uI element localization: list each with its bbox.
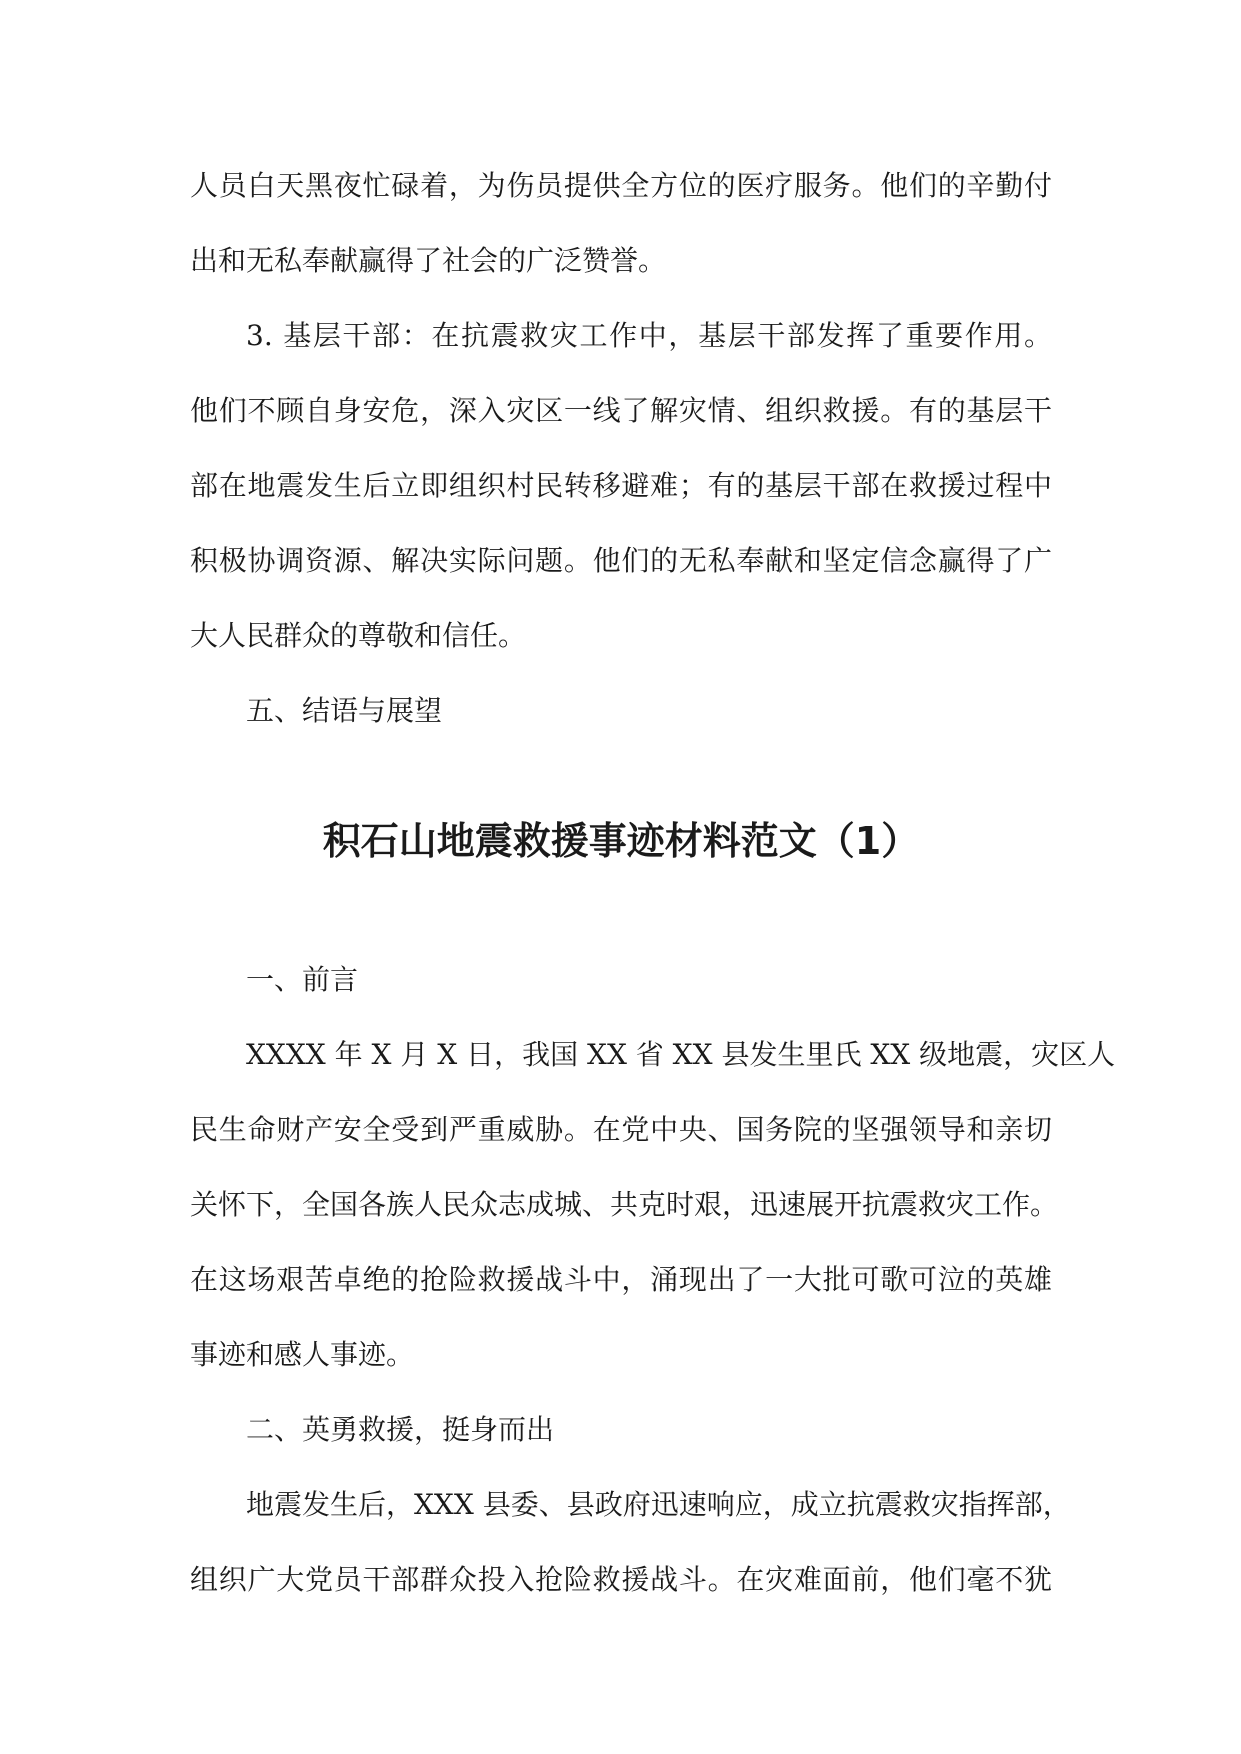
text-line: 部在地震发生后立即组织村民转移避难；有的基层干部在救援过程中: [190, 469, 1052, 502]
section-heading-rescue: 二、英勇救援，挺身而出: [246, 1413, 555, 1446]
section-heading-conclusion: 五、结语与展望: [246, 694, 443, 727]
document-title: 积石山地震救援事迹材料范文（1）: [322, 819, 920, 863]
text-line: 民生命财产安全受到严重威胁。在党中央、国务院的坚强领导和亲切: [190, 1113, 1052, 1146]
paragraph-grassroots-cadres: [190, 298, 1052, 673]
document-page: [190, 148, 1116, 1617]
section-heading-preface: 一、前言: [246, 963, 359, 996]
text-line: 积极协调资源、解决实际问题。他们的无私奉献和坚定信念赢得了广: [190, 544, 1052, 577]
text-line: 人员白天黑夜忙碌着，为伤员提供全方位的医疗服务。他们的辛勤付: [190, 169, 1052, 202]
paragraph-rescue: [190, 1467, 1071, 1617]
text-line: 大人民群众的尊敬和信任。: [190, 619, 527, 652]
text-line: 组织广大党员干部群众投入抢险救援战斗。在灾难面前，他们毫不犹: [190, 1563, 1052, 1596]
text-line: 在这场艰苦卓绝的抢险救援战斗中，涌现出了一大批可歌可泣的英雄: [190, 1263, 1052, 1296]
text-line: XXXX 年 X 月 X 日，我国 XX 省 XX 县发生里氏 XX 级地震，灾区人: [246, 1038, 1116, 1071]
text-line: 关怀下，全国各族人民众志成城、共克时艰，迅速展开抗震救灾工作。: [190, 1188, 1059, 1221]
paragraph-medical-staff: [190, 148, 1052, 298]
paragraph-preface: [190, 1017, 1116, 1392]
text-line: 出和无私奉献赢得了社会的广泛赞誉。: [190, 244, 667, 277]
text-line: 地震发生后，XXX 县委、县政府迅速响应，成立抗震救灾指挥部，: [246, 1488, 1071, 1521]
text-line: 3. 基层干部：在抗震救灾工作中，基层干部发挥了重要作用。: [246, 319, 1052, 352]
text-line: 他们不顾自身安危，深入灾区一线了解灾情、组织救援。有的基层干: [190, 394, 1052, 427]
text-line: 事迹和感人事迹。: [190, 1338, 415, 1371]
